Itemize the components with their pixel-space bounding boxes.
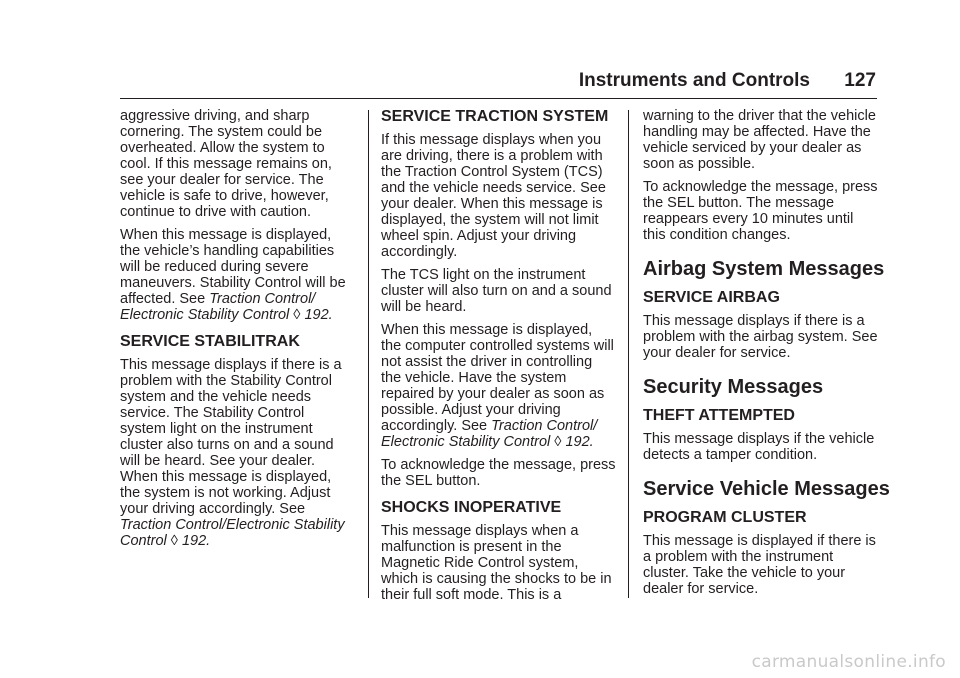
text-line: Magnetic Ride Control system, — [381, 555, 579, 571]
paragraph — [120, 357, 352, 549]
text-line: the vehicle’s handling capabilities — [120, 243, 335, 259]
paragraph — [381, 322, 617, 450]
page-ref: 192. — [304, 307, 333, 323]
column-divider-2 — [628, 110, 629, 598]
text-line — [381, 434, 617, 450]
text-line — [120, 533, 352, 549]
page-number: 127 — [844, 70, 876, 91]
paragraph — [381, 267, 617, 315]
paragraph — [643, 533, 881, 597]
text-line: problem with the Stability Control — [120, 373, 332, 389]
text-line: cool. If this message remains on, — [120, 156, 332, 172]
text-line: overheated. Allow the system to — [120, 140, 325, 156]
text-line: your dealer. When this message is — [381, 196, 603, 212]
text-line: vehicle is safe to drive, however, — [120, 188, 329, 204]
text-line: detects a tamper condition. — [643, 447, 818, 463]
text-line: not assist the driver in controlling — [381, 354, 593, 370]
text-line: vehicle serviced by your dealer as — [643, 140, 862, 156]
text-line: warning to the driver that the vehicle — [643, 108, 876, 124]
subheading: PROGRAM CLUSTER — [643, 509, 807, 526]
text-line: accordingly. — [381, 244, 458, 260]
text-line: cluster. Take the vehicle to your — [643, 565, 846, 581]
text-line: a problem with the instrument — [643, 549, 834, 565]
column-divider-1 — [368, 110, 369, 598]
text-line: This message displays if the vehicle — [643, 431, 875, 447]
subheading: SERVICE AIRBAG — [643, 289, 780, 306]
subheading: SHOCKS INOPERATIVE — [381, 499, 562, 516]
paragraph — [643, 108, 881, 172]
page-ref: 192. — [565, 434, 594, 450]
text-line: To acknowledge the message, press — [643, 179, 878, 195]
text-line: cornering. The system could be — [120, 124, 323, 140]
text-line: this condition changes. — [643, 227, 791, 243]
text-line: the SEL button. The message — [643, 195, 835, 211]
text-line: your driving accordingly. See — [120, 501, 306, 517]
text-line: will be heard. See your dealer. — [120, 453, 316, 469]
text-line: To acknowledge the message, press — [381, 457, 616, 473]
text-line: repaired by your dealer as soon as — [381, 386, 605, 402]
paragraph — [381, 457, 617, 489]
paragraph — [643, 313, 881, 361]
text-line: your dealer for service. — [643, 345, 791, 361]
text-line: wheel spin. Adjust your driving — [381, 228, 577, 244]
text-line: their full soft mode. This is a — [381, 587, 562, 603]
text-line: When this message is displayed, — [120, 469, 332, 485]
text-line: The TCS light on the instrument — [381, 267, 586, 283]
text-line: continue to drive with caution. — [120, 204, 312, 220]
subheading: SERVICE STABILITRAK — [120, 333, 300, 350]
text-line: will be heard. — [381, 299, 467, 315]
text-line: When this message is displayed, — [120, 227, 332, 243]
paragraph — [643, 179, 881, 243]
text-line: aggressive driving, and sharp — [120, 108, 310, 124]
text-line: the vehicle. Have the system — [381, 370, 567, 386]
section-heading: Service Vehicle Messages — [643, 478, 890, 500]
text-line: accordingly. See Traction Control/ — [381, 418, 598, 434]
column-3 — [643, 108, 890, 597]
text-line: malfunction is present in the — [381, 539, 562, 555]
cross-reference-link[interactable]: Traction Control/Electronic Stability — [120, 517, 345, 533]
text-line: affected. See Traction Control/ — [120, 291, 316, 307]
text-line: This message displays if there is a — [120, 357, 342, 373]
text-line: and the vehicle needs service. See — [381, 180, 606, 196]
text-line: cluster also turns on and a sound — [120, 437, 334, 453]
section-heading: Airbag System Messages — [643, 258, 885, 280]
text-line: displayed, the system will not limit — [381, 212, 599, 228]
text-line: When this message is displayed, — [381, 322, 593, 338]
text-line: possible. Adjust your driving — [381, 402, 561, 418]
text-line: the SEL button. — [381, 473, 481, 489]
cross-reference-link[interactable]: Control — [120, 533, 167, 549]
text-line: handling may be affected. Have the — [643, 124, 871, 140]
text-line: see your dealer for service. The — [120, 172, 324, 188]
text-line: will be reduced during severe — [120, 259, 309, 275]
text-line: which is causing the shocks to be in — [381, 571, 612, 587]
text-line — [120, 307, 352, 323]
page-ref-icon: ◊ — [170, 533, 178, 549]
text-line: system light on the instrument — [120, 421, 313, 437]
paragraph — [120, 227, 352, 323]
page-ref-icon: ◊ — [293, 307, 301, 323]
cross-reference-link[interactable]: Electronic Stability Control — [120, 307, 290, 323]
text-line: dealer for service. — [643, 581, 759, 597]
text-line: the system is not working. Adjust — [120, 485, 331, 501]
text-line: cluster will also turn on and a sound — [381, 283, 612, 299]
subheading: THEFT ATTEMPTED — [643, 407, 795, 424]
text-line: system and the vehicle needs — [120, 389, 312, 405]
text-line: This message displays if there is a — [643, 313, 865, 329]
paragraph — [643, 431, 881, 463]
text-line: This message displays when a — [381, 523, 579, 539]
header-rule — [120, 98, 877, 99]
cross-reference-link[interactable]: Traction Control/ — [209, 291, 316, 307]
text-line: reappears every 10 minutes until — [643, 211, 854, 227]
watermark: carmanualsonline.info — [751, 652, 946, 672]
cross-reference-link[interactable]: Traction Control/ — [491, 418, 598, 434]
page-ref: 192. — [181, 533, 211, 549]
section-heading: Security Messages — [643, 376, 824, 398]
column-2 — [381, 108, 617, 603]
text-line: If this message displays when you — [381, 132, 602, 148]
text-line: soon as possible. — [643, 156, 756, 172]
text-line: problem with the airbag system. See — [643, 329, 878, 345]
subheading: SERVICE TRACTION SYSTEM — [381, 108, 609, 125]
text-line: service. The Stability Control — [120, 405, 305, 421]
page-ref-icon: ◊ — [554, 434, 562, 450]
text-line: are driving, there is a problem with — [381, 148, 603, 164]
cross-reference-link[interactable]: Electronic Stability Control — [381, 434, 551, 450]
header-title: Instruments and Controls — [578, 70, 810, 91]
text-line: the Traction Control System (TCS) — [381, 164, 603, 180]
paragraph — [381, 523, 617, 603]
text-line: the computer controlled systems will — [381, 338, 614, 354]
paragraph — [120, 108, 352, 220]
column-1 — [120, 108, 352, 549]
paragraph — [381, 132, 617, 260]
text-line: This message is displayed if there is — [643, 533, 876, 549]
text-line: maneuvers. Stability Control will be — [120, 275, 346, 291]
